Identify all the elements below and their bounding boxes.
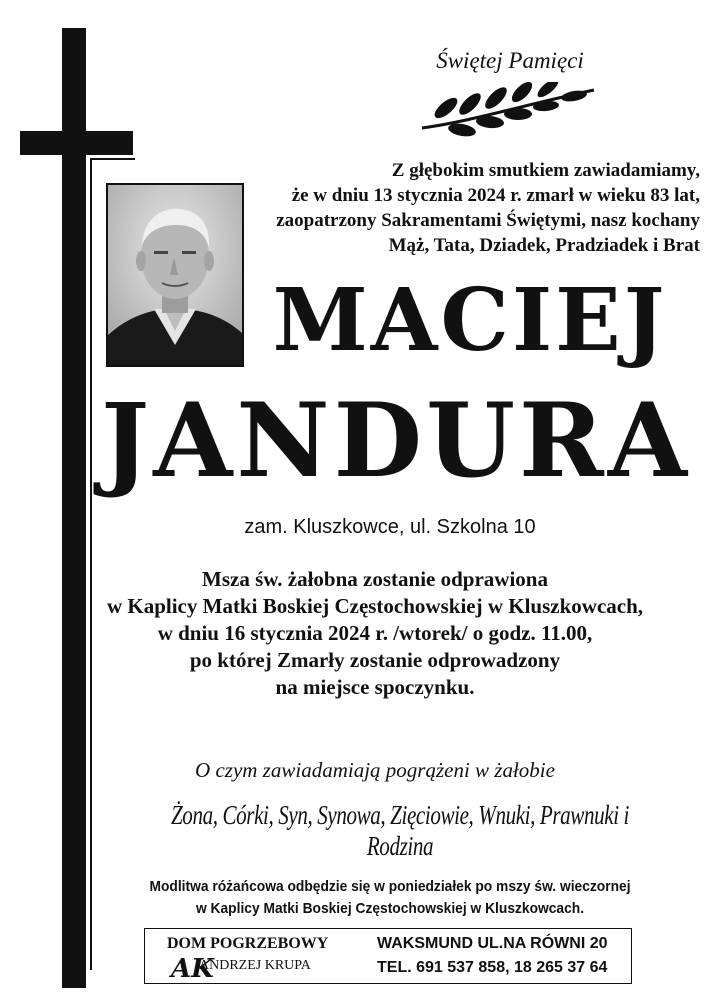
rosary-line: Modlitwa różańcowa odbędzie się w poniedziałek po mszy św. wieczornej (149, 878, 631, 895)
rosary-info (123, 876, 657, 920)
mass-line: Msza św. żałobna zostanie odprawiona (202, 567, 548, 591)
cross-vertical-bar (62, 28, 86, 988)
cross-shadow-line (90, 160, 92, 970)
mass-line: po której Zmarły zostanie odprowadzony (189, 648, 561, 672)
intro-text (250, 158, 700, 258)
intro-line: zaopatrzony Sakramentami Świętymi, nasz kochany (276, 210, 700, 231)
funeral-home-phone: TEL. 691 537 858, 18 265 37 64 (377, 959, 608, 976)
intro-line: Z głębokim smutkiem zawiadamiamy, (391, 160, 700, 181)
olive-branch-icon (418, 82, 598, 138)
intro-line: że w dniu 13 stycznia 2024 r. zmarł w wieku 83 lat, (291, 185, 700, 206)
rosary-line: w Kaplicy Matki Boskiej Częstochowskiej w Kluszkowcach. (195, 900, 585, 917)
last-name: JANDURA (101, 381, 691, 501)
cross-horizontal-bar (20, 131, 133, 155)
intro-line: Mąż, Tata, Dziadek, Pradziadek i Brat (388, 235, 700, 256)
portrait-image (108, 185, 242, 365)
funeral-home-box (144, 928, 632, 984)
mourning-line: O czym zawiadamiają pogrążeni w żałobie (195, 758, 555, 782)
cross-shadow-line-top (90, 158, 135, 160)
family-line: Żona, Córki, Syn, Synowa, Zięciowie, Wnuki, Prawnuki i Rodzina (170, 800, 630, 861)
mass-line: w Kaplicy Matki Boskiej Częstochowskiej w Kluszkowcach, (106, 594, 644, 618)
deceased-photo (106, 183, 244, 367)
header-title: Świętej Pamięci (436, 48, 584, 73)
funeral-home-logo: AK (171, 954, 214, 984)
funeral-home-owner: ANDRZEJ KRUPA (199, 958, 311, 973)
first-name: MACIEJ (272, 270, 668, 371)
funeral-home-address: WAKSMUND UL.NA RÓWNI 20 (377, 935, 608, 952)
funeral-home-name: DOM POGRZEBOWY (167, 935, 329, 952)
mass-info (80, 566, 670, 701)
mass-line: na miejsce spoczynku. (275, 675, 475, 699)
residence-address: zam. Kluszkowce, ul. Szkolna 10 (244, 516, 536, 538)
mass-line: w dniu 16 stycznia 2024 r. /wtorek/ o godz. 11.00, (157, 621, 593, 645)
